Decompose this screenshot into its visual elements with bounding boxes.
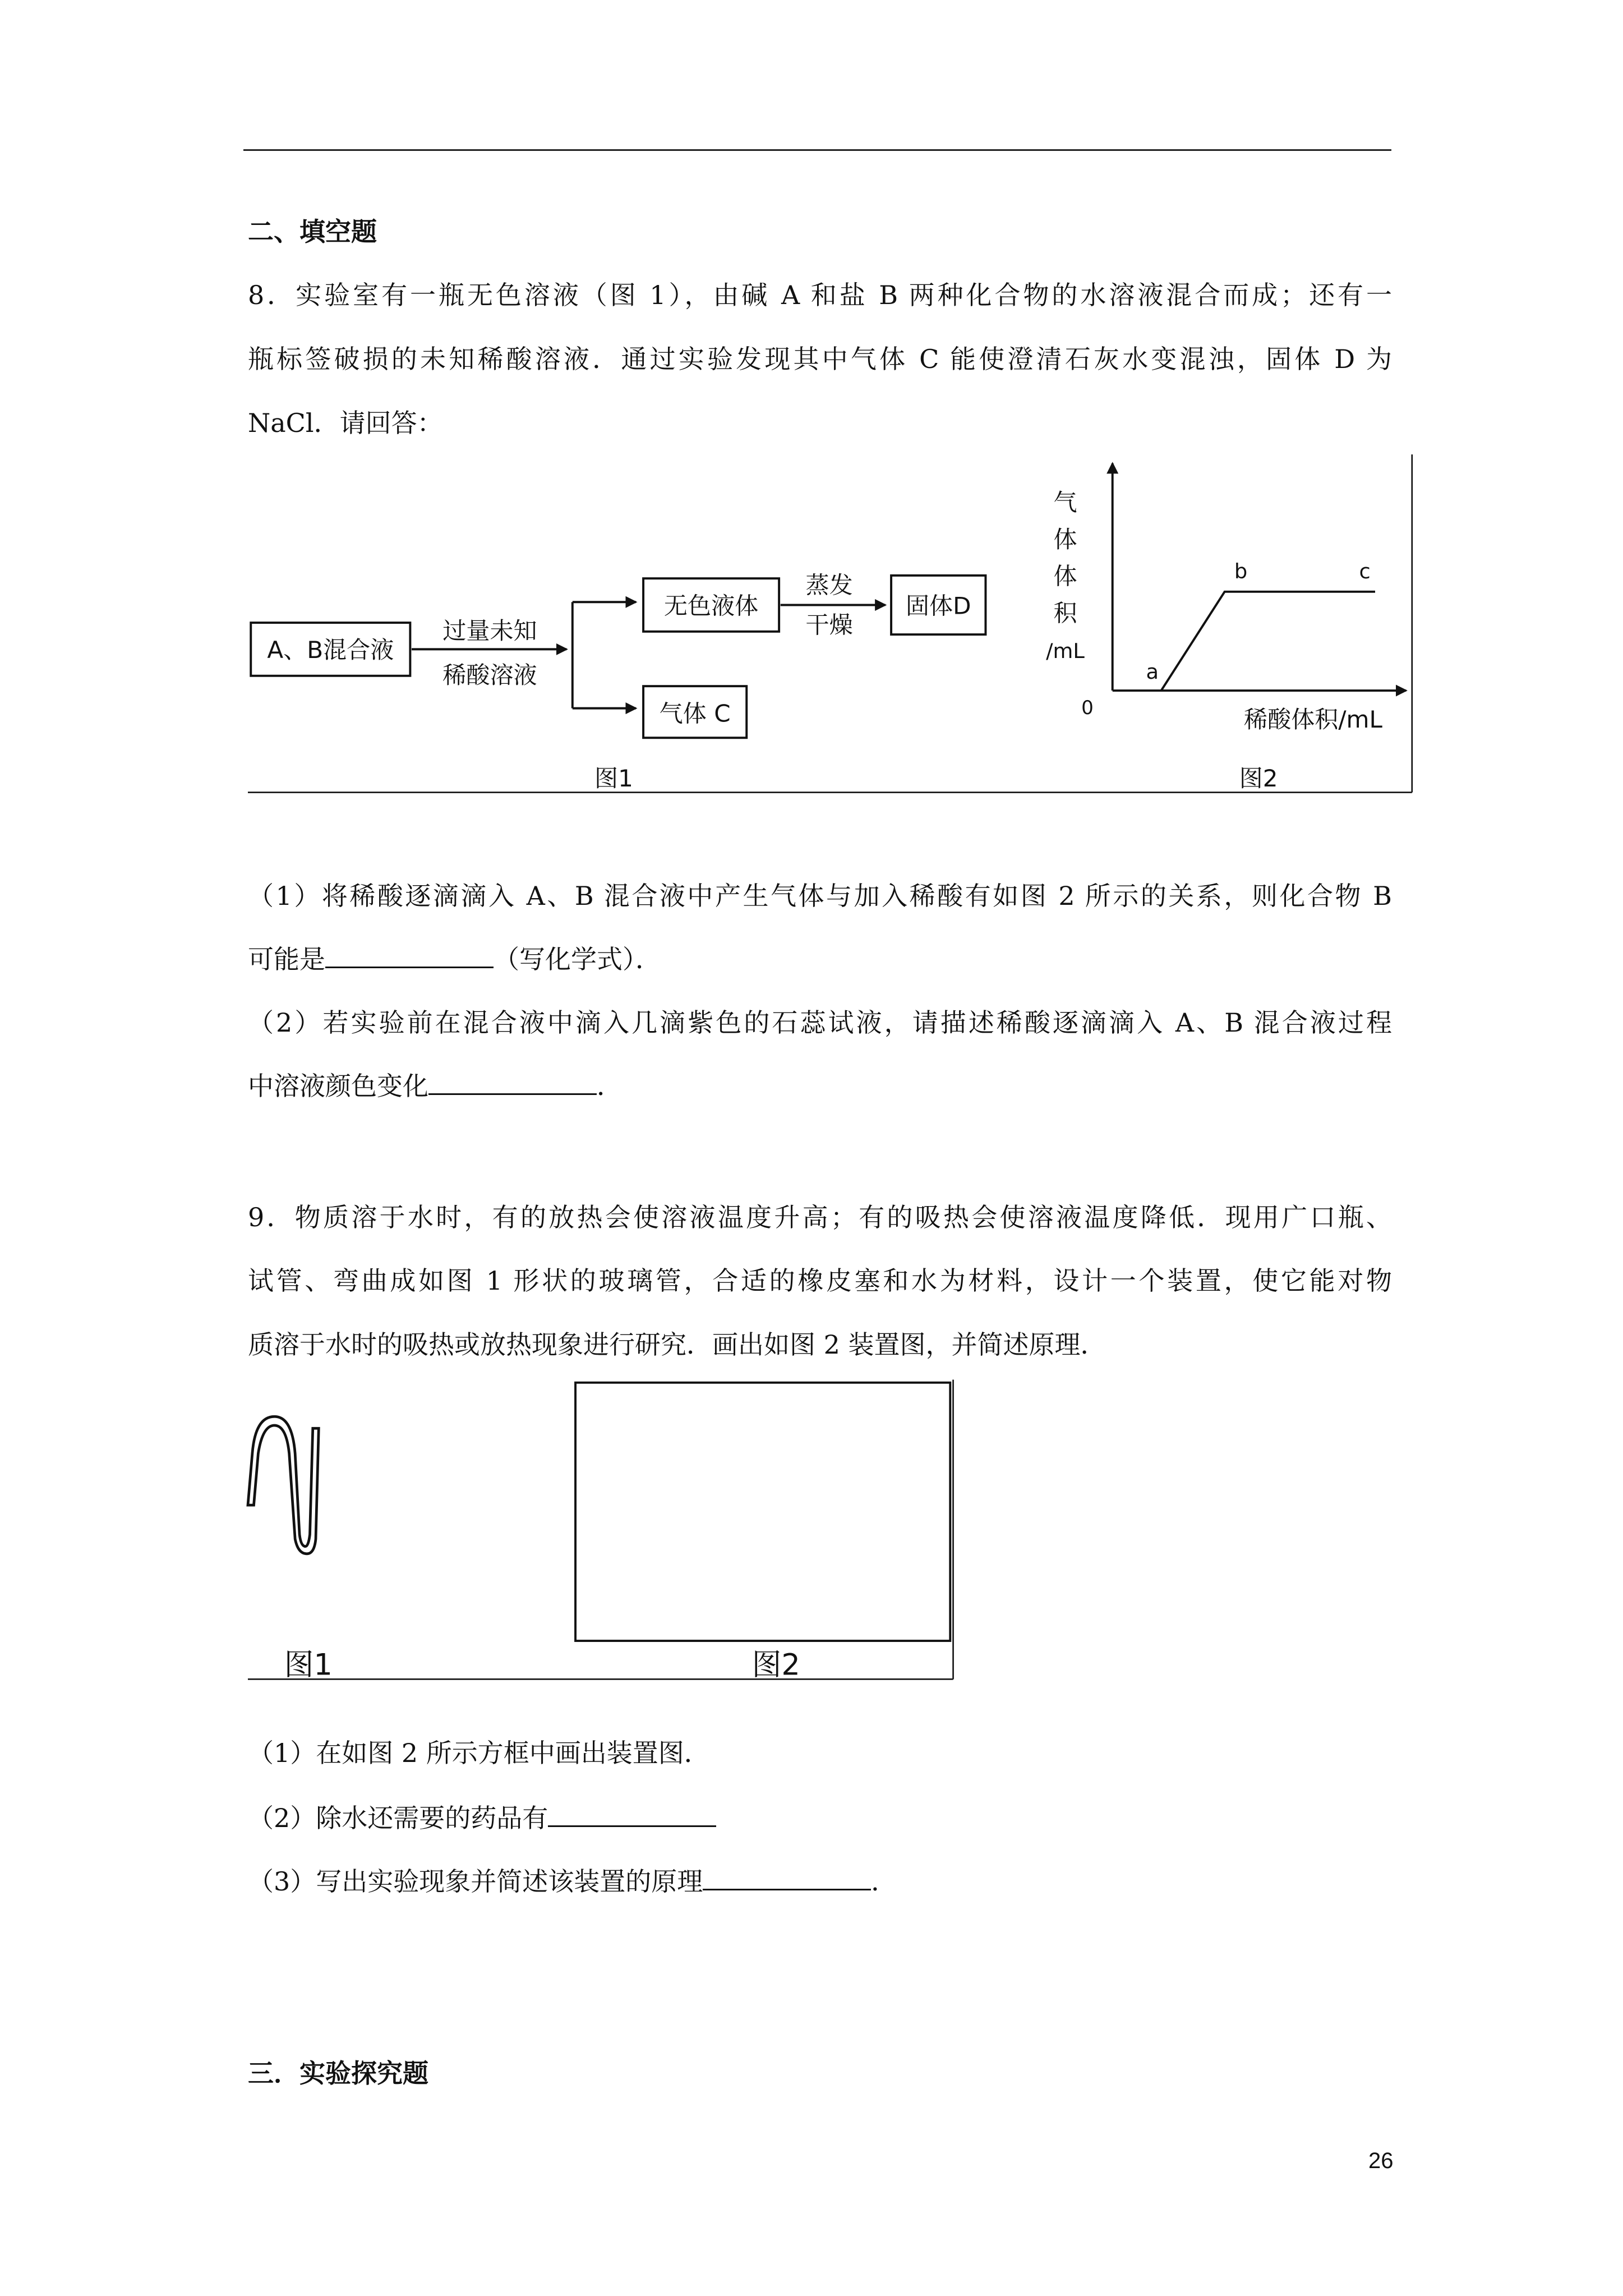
q9-sub3-text-end: ． — [871, 1866, 897, 1897]
ylabel-char: 体 — [1053, 525, 1077, 553]
q8-line-2: 瓶标签破损的未知稀酸溶液．通过实验发现其中气体 C 能使澄清石灰水变混浊，固体 D 为 — [248, 344, 1392, 374]
q9-line-2: 试管、弯曲成如图 1 形状的玻璃管，合适的橡皮塞和水为材料，设计一个装置，使它能对物 — [248, 1266, 1392, 1296]
point-a-label: a — [1146, 660, 1159, 684]
label-colorless-liquid: 无色液体 — [663, 592, 759, 620]
fig1-caption: 图1 — [594, 765, 633, 793]
bent-glass-tube-icon — [248, 1416, 319, 1554]
q8-figure-text — [267, 489, 1382, 792]
ylabel-char: 积 — [1053, 599, 1077, 627]
page-number: 26 — [1368, 2148, 1394, 2173]
q9-figure-text — [284, 1648, 800, 1682]
q9-sub2-text: （2）除水还需要的药品有 — [248, 1803, 548, 1833]
q8-sub2-text: 中溶液颜色变化 — [248, 1071, 428, 1101]
label-evaporate: 蒸发 — [805, 571, 853, 599]
label-excess-unknown: 过量未知 — [442, 616, 537, 645]
q9-line-3: 质溶于水时的吸热或放热现象进行研究．画出如图 2 装置图，并简述原理． — [248, 1329, 1106, 1360]
q8-sub1-text-end: （写化学式）． — [494, 944, 661, 974]
q8-sub2-line-1: （2）若实验前在混合液中滴入几滴紫色的石蕊试液，请描述稀酸逐滴滴入 A、B 混合液过程 — [248, 1007, 1392, 1038]
origin-label: 0 — [1081, 697, 1094, 720]
q9-sub3-text: （3）写出实验现象并简述该装置的原理 — [248, 1866, 703, 1897]
label-solid-d: 固体D — [905, 592, 971, 620]
ylabel-char: 气 — [1053, 489, 1077, 517]
label-dilute-acid: 稀酸溶液 — [442, 661, 537, 689]
gas-volume-curve — [1161, 592, 1375, 691]
label-gas-c: 气体 C — [659, 700, 731, 728]
fig1-caption: 图1 — [284, 1648, 333, 1682]
fig2-caption: 图2 — [1239, 765, 1278, 793]
q9-figure — [248, 1379, 953, 1679]
xlabel: 稀酸体积/mL — [1244, 705, 1382, 733]
point-b-label: b — [1234, 559, 1248, 584]
drawing-box[interactable] — [575, 1383, 950, 1641]
q8-line-1: 8．实验室有一瓶无色溶液（图 1），由碱 A 和盐 B 两种化合物的水溶液混合而成；还有一 — [248, 280, 1392, 310]
point-c-label: c — [1359, 559, 1371, 584]
fig2-caption: 图2 — [751, 1648, 800, 1682]
q8-line-3: NaCl．请回答： — [248, 408, 443, 438]
section-heading-fill-blank: 二、填空题 — [248, 217, 377, 247]
ylabel-unit: /mL — [1046, 639, 1085, 664]
ylabel-char: 体 — [1053, 562, 1077, 590]
q8-sub1-text: 可能是 — [248, 944, 325, 974]
section-heading-experiment: 三．实验探究题 — [248, 2058, 428, 2088]
label-ab-mixture: A、B混合液 — [267, 636, 394, 664]
label-dry: 干燥 — [805, 611, 853, 639]
q9-line-1: 9．物质溶于水时，有的放热会使溶液温度升高；有的吸热会使溶液温度降低．现用广口瓶、 — [248, 1202, 1392, 1232]
q8-sub1-line-1: （1）将稀酸逐滴滴入 A、B 混合液中产生气体与加入稀酸有如图 2 所示的关系，则化合物 B — [248, 881, 1392, 911]
q9-sub1: （1）在如图 2 所示方框中画出装置图． — [248, 1738, 710, 1768]
q8-sub2-text-end: ． — [597, 1071, 623, 1101]
